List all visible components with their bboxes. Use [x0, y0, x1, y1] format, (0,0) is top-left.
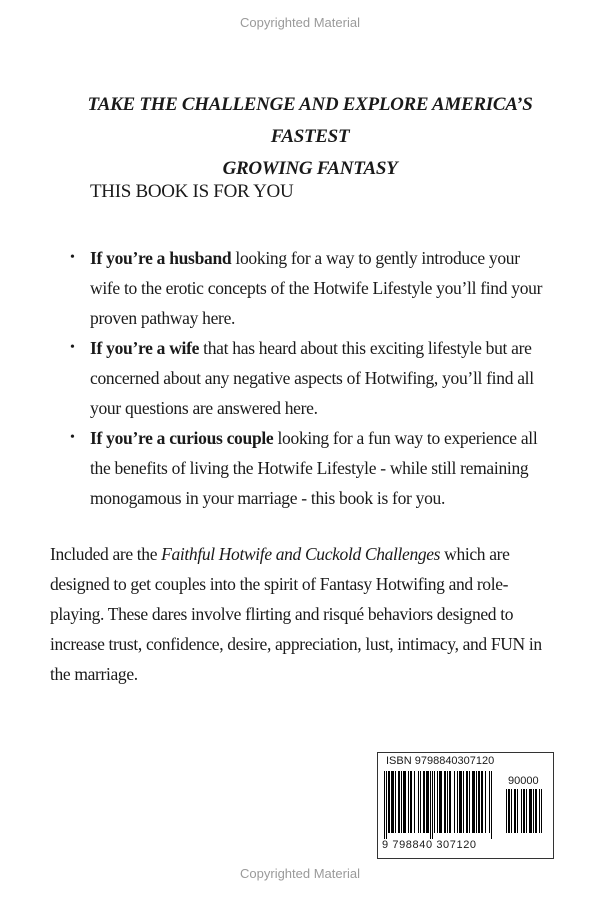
barcode-bar — [521, 789, 522, 833]
barcode-bar — [439, 771, 442, 833]
barcode-bar — [533, 789, 534, 833]
barcode-bar — [485, 771, 486, 833]
intro-heading: THIS BOOK IS FOR YOU — [90, 181, 294, 202]
barcode-bar — [403, 771, 406, 833]
copyright-watermark-bottom: Copyrighted Material — [240, 866, 360, 881]
bullet-text: looking for a way to gently introduce your wife to the erotic concepts of the Hotwife Lifestyle you’ll find your proven pathway here. — [90, 248, 543, 328]
barcode-bar — [430, 771, 431, 839]
barcode-bar — [384, 771, 385, 839]
barcode-bar — [506, 789, 507, 833]
barcode-bar — [434, 771, 435, 833]
bullet-text: that has heard about this exciting lifestyle but are concerned about any negative aspects of Hotwifing, you’ll find all your questions are answered here. — [90, 338, 534, 418]
barcode-bar — [508, 789, 510, 833]
barcode-bar — [463, 771, 464, 833]
barcode-bar — [449, 771, 451, 833]
headline-line-2: GROWING FANTASY — [222, 158, 398, 179]
bullet-lead: If you’re a husband — [90, 248, 232, 268]
isbn-barcode — [377, 752, 554, 859]
barcode-bars-icon — [384, 771, 500, 839]
benefits-list — [70, 243, 550, 513]
description-paragraph — [50, 539, 560, 689]
barcode-bar — [447, 771, 448, 833]
barcode-bar — [511, 789, 512, 833]
barcode-bar — [466, 771, 468, 833]
barcode-bar — [410, 771, 412, 833]
isbn-label: ISBN 9798840307120 — [386, 755, 495, 767]
paragraph-italic-title: Faithful Hotwife and Cuckold Challenges — [161, 544, 441, 564]
barcode-bar — [426, 771, 429, 833]
barcode-bar — [523, 789, 525, 833]
barcode-bar — [420, 771, 421, 833]
barcode-bar — [418, 771, 419, 833]
copyright-watermark-top: Copyrighted Material — [240, 15, 360, 30]
barcode-bar — [395, 771, 396, 833]
barcode-bar — [535, 789, 537, 833]
barcode-bar — [539, 789, 540, 833]
barcode-bar — [472, 771, 475, 833]
barcode-bar — [491, 771, 492, 839]
barcode-bar — [386, 771, 387, 839]
price-code: 90000 — [508, 775, 539, 787]
barcode-bar — [388, 771, 390, 833]
barcode-bar — [454, 771, 455, 833]
barcode-bar — [469, 771, 470, 833]
barcode-bar — [457, 771, 458, 833]
bullet-icon: • — [70, 340, 75, 355]
barcode-addon-bars-icon — [506, 789, 548, 839]
barcode-bar — [476, 771, 477, 833]
barcode-bar — [529, 789, 532, 833]
bullet-icon: • — [70, 250, 75, 265]
barcode-bar — [526, 789, 527, 833]
barcode-bar — [481, 771, 483, 833]
paragraph-start: Included are the — [50, 544, 162, 564]
barcode-bar — [514, 789, 516, 833]
barcode-bar — [401, 771, 402, 833]
bullet-lead: If you’re a wife — [90, 338, 200, 358]
barcode-bar — [517, 789, 518, 833]
barcode-bar — [437, 771, 438, 833]
barcode-bar — [391, 771, 394, 833]
barcode-bar — [478, 771, 480, 833]
barcode-bar — [459, 771, 462, 833]
barcode-digits: 9 798840 307120 — [382, 839, 477, 851]
barcode-bar — [432, 771, 433, 839]
headline — [60, 89, 560, 185]
list-item — [70, 243, 550, 333]
list-item — [70, 423, 550, 513]
barcode-bar — [408, 771, 409, 833]
paragraph-end: which are designed to get couples into the spirit of Fantasy Hotwifing and role-playing. These dares involve flirting and risqué behaviors designed to increase trust, confidence, desire, appreciation, lust, intimacy, and FUN in the marriage. — [50, 544, 542, 684]
barcode-bar — [541, 789, 542, 833]
barcode-bar — [414, 771, 415, 833]
barcode-bar — [398, 771, 400, 833]
bullet-icon: • — [70, 430, 75, 445]
barcode-bar — [489, 771, 490, 833]
bullet-text: looking for a fun way to experience all the benefits of living the Hotwife Lifestyle - while still remaining monogamous in your marriage - this book is for you. — [90, 428, 538, 508]
barcode-bar — [423, 771, 425, 833]
list-item — [70, 333, 550, 423]
headline-line-1: TAKE THE CHALLENGE AND EXPLORE AMERICA’S FASTEST — [87, 94, 533, 147]
bullet-lead: If you’re a curious couple — [90, 428, 274, 448]
barcode-bar — [444, 771, 446, 833]
